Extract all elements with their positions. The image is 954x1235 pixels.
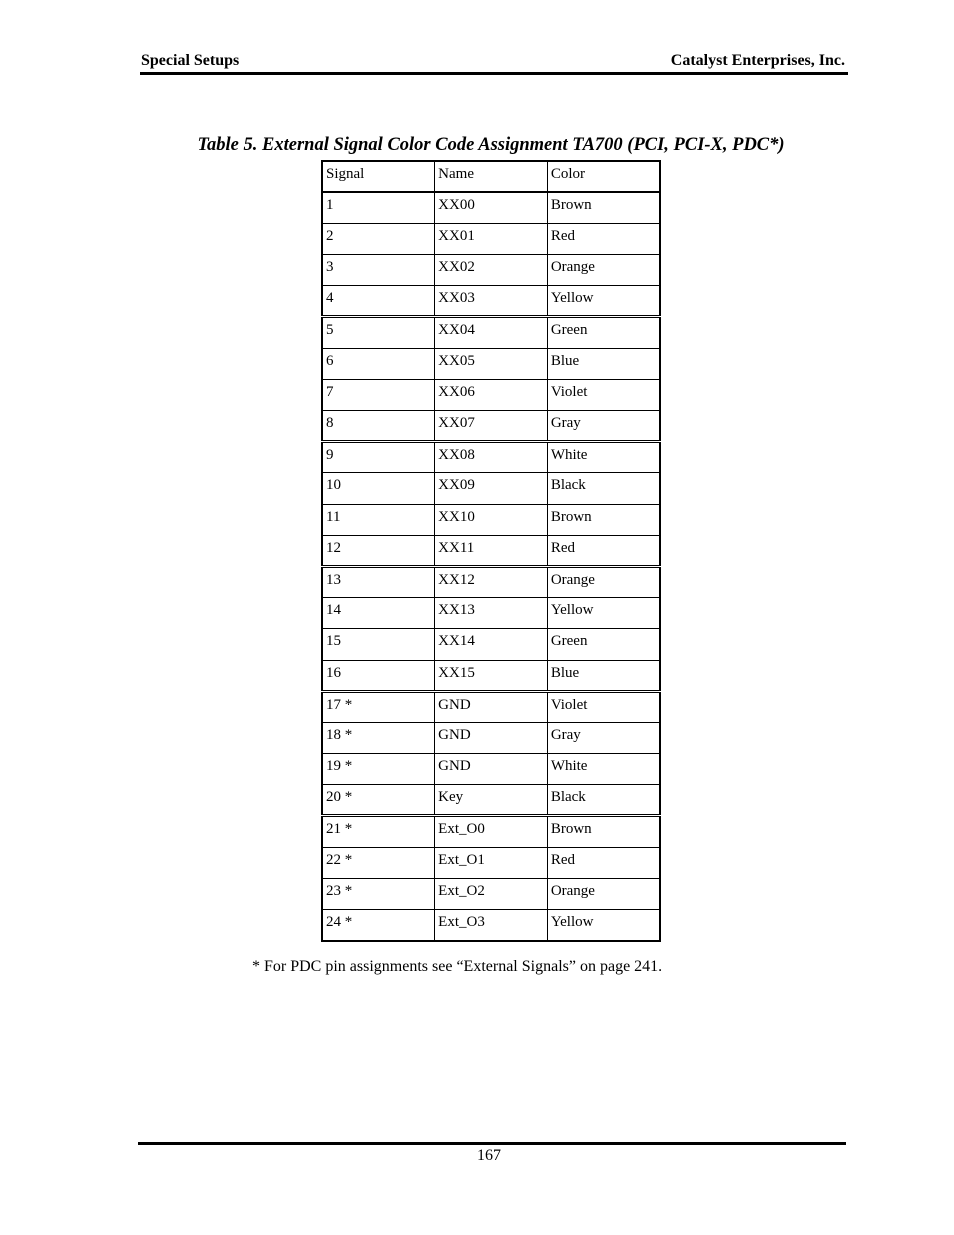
- name-cell: GND: [435, 754, 548, 785]
- table-caption: Table 5. External Signal Color Code Assignment TA700 (PCI, PCI-X, PDC*): [197, 135, 785, 155]
- name-cell: Ext_O0: [435, 816, 548, 847]
- name-cell: XX03: [435, 286, 548, 317]
- color-cell: White: [547, 442, 660, 473]
- color-cell: Blue: [547, 660, 660, 691]
- table-row: [322, 722, 660, 753]
- table-header-row: [322, 161, 660, 192]
- table-row: [322, 286, 660, 317]
- signal-color-table: [321, 160, 661, 942]
- color-cell: Gray: [547, 722, 660, 753]
- table-row: [322, 847, 660, 878]
- name-cell: XX12: [435, 566, 548, 597]
- signal-cell: 9: [322, 442, 435, 473]
- table-row: [322, 566, 660, 597]
- signal-cell: 1: [322, 192, 435, 223]
- color-cell: Black: [547, 473, 660, 504]
- signal-cell: 13: [322, 566, 435, 597]
- table-row: [322, 878, 660, 909]
- table-row: [322, 629, 660, 660]
- name-cell: XX10: [435, 504, 548, 535]
- table-row: [322, 442, 660, 473]
- name-cell: Ext_O2: [435, 878, 548, 909]
- name-cell: XX04: [435, 317, 548, 348]
- signal-cell: 16: [322, 660, 435, 691]
- name-cell: Ext_O3: [435, 910, 548, 941]
- color-cell: Brown: [547, 504, 660, 535]
- table-row: [322, 910, 660, 941]
- color-cell: Red: [547, 535, 660, 566]
- signal-cell: 2: [322, 223, 435, 254]
- table-row: [322, 348, 660, 379]
- table-row: [322, 379, 660, 410]
- name-cell: XX02: [435, 255, 548, 286]
- column-header-signal: Signal: [322, 161, 435, 192]
- color-cell: White: [547, 754, 660, 785]
- table-row: [322, 223, 660, 254]
- color-cell: Orange: [547, 878, 660, 909]
- signal-cell: 3: [322, 255, 435, 286]
- table-row: [322, 255, 660, 286]
- color-cell: Yellow: [547, 286, 660, 317]
- color-cell: Orange: [547, 255, 660, 286]
- signal-cell: 7: [322, 379, 435, 410]
- header-rule: [140, 72, 848, 75]
- page-header: [140, 52, 847, 72]
- name-cell: XX15: [435, 660, 548, 691]
- signal-cell: 10: [322, 473, 435, 504]
- section-title: Special Setups: [141, 52, 240, 69]
- table-row: [322, 660, 660, 691]
- table-row: [322, 504, 660, 535]
- color-cell: Yellow: [547, 598, 660, 629]
- color-cell: Red: [547, 223, 660, 254]
- name-cell: Ext_O1: [435, 847, 548, 878]
- name-cell: XX06: [435, 379, 548, 410]
- table-row: [322, 317, 660, 348]
- signal-cell: 11: [322, 504, 435, 535]
- color-cell: Brown: [547, 192, 660, 223]
- name-cell: Key: [435, 785, 548, 816]
- footer-rule: [138, 1142, 846, 1145]
- name-cell: XX14: [435, 629, 548, 660]
- table-row: [322, 535, 660, 566]
- color-cell: Red: [547, 847, 660, 878]
- name-cell: XX01: [435, 223, 548, 254]
- table-row: [322, 192, 660, 223]
- signal-cell: 5: [322, 317, 435, 348]
- name-cell: XX00: [435, 192, 548, 223]
- signal-cell: 15: [322, 629, 435, 660]
- signal-cell: 8: [322, 411, 435, 442]
- signal-cell: 18 *: [322, 722, 435, 753]
- name-cell: XX05: [435, 348, 548, 379]
- signal-cell: 4: [322, 286, 435, 317]
- name-cell: XX09: [435, 473, 548, 504]
- color-cell: Violet: [547, 379, 660, 410]
- table-row: [322, 473, 660, 504]
- table-row: [322, 816, 660, 847]
- signal-cell: 14: [322, 598, 435, 629]
- table-row: [322, 754, 660, 785]
- signal-cell: 22 *: [322, 847, 435, 878]
- color-cell: Violet: [547, 691, 660, 722]
- name-cell: XX07: [435, 411, 548, 442]
- signal-cell: 6: [322, 348, 435, 379]
- page-number: 167: [477, 1147, 501, 1164]
- column-header-color: Color: [547, 161, 660, 192]
- color-cell: Yellow: [547, 910, 660, 941]
- color-cell: Blue: [547, 348, 660, 379]
- name-cell: GND: [435, 691, 548, 722]
- name-cell: XX13: [435, 598, 548, 629]
- signal-cell: 17 *: [322, 691, 435, 722]
- color-cell: Brown: [547, 816, 660, 847]
- column-header-name: Name: [435, 161, 548, 192]
- signal-cell: 20 *: [322, 785, 435, 816]
- color-cell: Gray: [547, 411, 660, 442]
- signal-cell: 19 *: [322, 754, 435, 785]
- name-cell: XX08: [435, 442, 548, 473]
- table-row: [322, 691, 660, 722]
- company-name: Catalyst Enterprises, Inc.: [670, 52, 845, 69]
- table-row: [322, 785, 660, 816]
- table-row: [322, 598, 660, 629]
- table-row: [322, 411, 660, 442]
- color-cell: Orange: [547, 566, 660, 597]
- color-cell: Green: [547, 629, 660, 660]
- signal-cell: 21 *: [322, 816, 435, 847]
- name-cell: GND: [435, 722, 548, 753]
- signal-cell: 24 *: [322, 910, 435, 941]
- table-footnote: * For PDC pin assignments see “External Signals” on page 241.: [252, 958, 663, 975]
- color-cell: Black: [547, 785, 660, 816]
- name-cell: XX11: [435, 535, 548, 566]
- signal-cell: 23 *: [322, 878, 435, 909]
- signal-cell: 12: [322, 535, 435, 566]
- color-cell: Green: [547, 317, 660, 348]
